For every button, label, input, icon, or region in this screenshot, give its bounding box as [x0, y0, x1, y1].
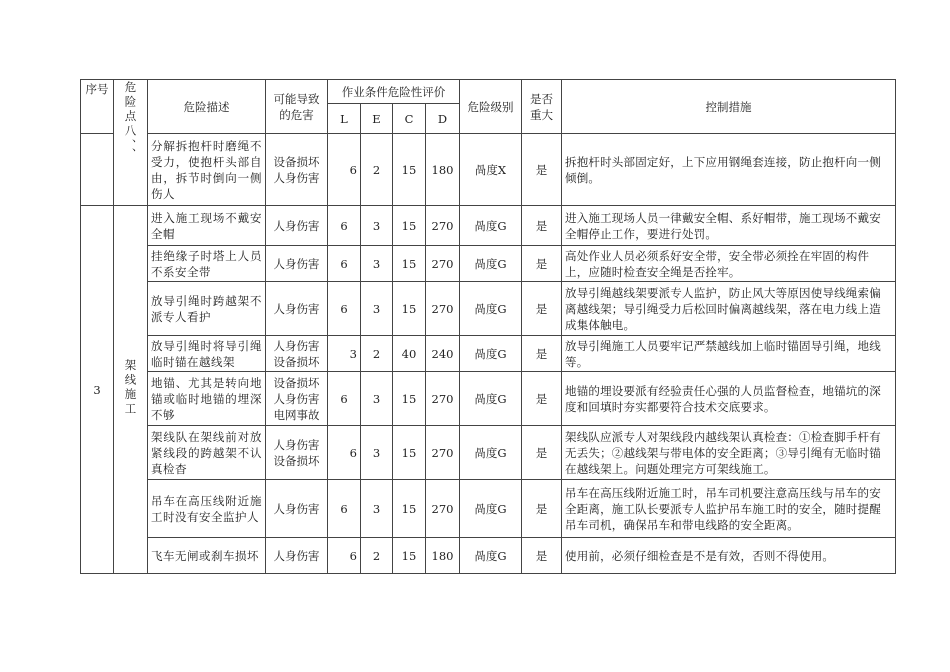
table-row	[81, 538, 896, 574]
table-row	[81, 206, 896, 246]
cell-d: 270	[426, 426, 460, 480]
header-desc: 危险描述	[148, 80, 266, 134]
cell-major: 是	[522, 372, 562, 426]
cell-control: 拆抱杆时头部固定好，上下应用钢绳套连接，防止抱杆向一侧倾倒。	[562, 134, 896, 206]
cell-l: 6	[328, 426, 361, 480]
header-d: D	[426, 104, 460, 134]
cell-desc: 地锚、尤其是转向地锚或临时地锚的埋深不够	[148, 372, 266, 426]
cell-c: 15	[393, 480, 426, 538]
header-c: C	[393, 104, 426, 134]
cell-d: 270	[426, 480, 460, 538]
cell-major: 是	[522, 336, 562, 372]
cell-l: 6	[328, 246, 361, 282]
cell-l: 6	[328, 134, 361, 206]
header-factor: 危险点八、、	[114, 80, 148, 206]
header-level: 危险级别	[460, 80, 522, 134]
cell-desc: 放导引绳时跨越架不派专人看护	[148, 282, 266, 336]
cell-e: 3	[361, 282, 393, 336]
cell-d: 270	[426, 372, 460, 426]
cell-harm: 人身伤害	[266, 282, 328, 336]
cell-level: 咼度G	[460, 372, 522, 426]
cell-major: 是	[522, 246, 562, 282]
cell-no-empty	[81, 134, 114, 206]
cell-harm: 设备损坏人身伤害	[266, 134, 328, 206]
group-name: 架线施工	[114, 206, 148, 574]
table-row	[81, 246, 896, 282]
cell-harm: 人身伤害	[266, 480, 328, 538]
hazard-table	[80, 79, 896, 574]
cell-d: 270	[426, 282, 460, 336]
cell-e: 2	[361, 538, 393, 574]
cell-desc: 吊车在高压线附近施工时没有安全监护人	[148, 480, 266, 538]
cell-harm: 人身伤害设备损坏	[266, 426, 328, 480]
cell-control: 放导引绳施工人员要牢记严禁越线加上临时锚固导引绳，地线等。	[562, 336, 896, 372]
cell-major: 是	[522, 282, 562, 336]
cell-e: 3	[361, 246, 393, 282]
cell-harm: 人身伤害设备损坏	[266, 336, 328, 372]
cell-desc: 放导引绳时将导引绳临时锚在越线架	[148, 336, 266, 372]
cell-c: 15	[393, 282, 426, 336]
table-row	[81, 336, 896, 372]
cell-level: 咼度G	[460, 336, 522, 372]
cell-l: 6	[328, 206, 361, 246]
cell-major: 是	[522, 134, 562, 206]
cell-c: 15	[393, 206, 426, 246]
header-l: L	[328, 104, 361, 134]
cell-e: 3	[361, 206, 393, 246]
cell-l: 6	[328, 480, 361, 538]
cell-control: 高处作业人员必须系好安全带，安全带必须拴在牢固的构件上，应随时检查安全绳是否拴牢。	[562, 246, 896, 282]
cell-c: 15	[393, 538, 426, 574]
cell-c: 15	[393, 134, 426, 206]
cell-harm: 人身伤害	[266, 246, 328, 282]
cell-major: 是	[522, 426, 562, 480]
cell-control: 使用前，必须仔细检查是不是有效，否则不得使用。	[562, 538, 896, 574]
header-eval-group: 作业条件危险性评价	[328, 80, 460, 104]
cell-l: 6	[328, 372, 361, 426]
header-harm: 可能导致的危害	[266, 80, 328, 134]
cell-c: 40	[393, 336, 426, 372]
cell-desc: 架线队在架线前对放紧线段的跨越架不认真检杳	[148, 426, 266, 480]
cell-e: 3	[361, 480, 393, 538]
cell-c: 15	[393, 426, 426, 480]
table-row	[81, 372, 896, 426]
cell-d: 270	[426, 246, 460, 282]
cell-desc: 挂绝缘子时塔上人员不系安全带	[148, 246, 266, 282]
cell-l: 6	[328, 538, 361, 574]
table-row	[81, 282, 896, 336]
cell-d: 180	[426, 538, 460, 574]
cell-harm: 设备损坏人身伤害电网事故	[266, 372, 328, 426]
cell-e: 2	[361, 134, 393, 206]
cell-harm: 人身伤害	[266, 538, 328, 574]
cell-l: 3	[328, 336, 361, 372]
table-row	[81, 134, 896, 206]
cell-l: 6	[328, 282, 361, 336]
cell-c: 15	[393, 372, 426, 426]
cell-level: 咼度G	[460, 480, 522, 538]
cell-major: 是	[522, 206, 562, 246]
header-e: E	[361, 104, 393, 134]
cell-e: 3	[361, 426, 393, 480]
cell-major: 是	[522, 538, 562, 574]
header-control: 控制措施	[562, 80, 896, 134]
table-row	[81, 480, 896, 538]
cell-desc: 飞车无闸或刹车损坏	[148, 538, 266, 574]
cell-level: 咼度G	[460, 426, 522, 480]
header-no: 序号	[81, 80, 114, 134]
cell-control: 进入施工现场人员一律戴安全帽、系好帽带，施工现场不戴安全帽停止工作，要进行处罚。	[562, 206, 896, 246]
cell-d: 240	[426, 336, 460, 372]
table-row	[81, 426, 896, 480]
cell-control: 地锚的埋设要派有经验责任心强的人员监督检查，地锚坑的深度和回填时夯实都要符合技术交底要求。	[562, 372, 896, 426]
cell-major: 是	[522, 480, 562, 538]
cell-control: 架线队应派专人对架线段内越线架认真检查：①检查脚手杆有无丢失；②越线架与带电体的安全距离；③导引绳有无临时锚在越线架上。问题处理完方可架线施工。	[562, 426, 896, 480]
cell-d: 180	[426, 134, 460, 206]
cell-e: 3	[361, 372, 393, 426]
cell-harm: 人身伤害	[266, 206, 328, 246]
cell-level: 咼度G	[460, 538, 522, 574]
cell-level: 咼度G	[460, 206, 522, 246]
cell-c: 15	[393, 246, 426, 282]
cell-level: 咼度G	[460, 282, 522, 336]
cell-e: 2	[361, 336, 393, 372]
cell-level: 咼度G	[460, 246, 522, 282]
cell-desc: 分解拆抱杆时磨绳不受力，使抱杆头部自由，拆节时倒向一侧伤人	[148, 134, 266, 206]
header-major: 是否重大	[522, 80, 562, 134]
cell-control: 吊车在高压线附近施工时，吊车司机要注意高压线与吊车的安全距离，施工队长要派专人监护吊车施工时的安全，随时提醒吊车司机，确保吊车和带电线路的安全距离。	[562, 480, 896, 538]
cell-desc: 进入施工现场不戴安全帽	[148, 206, 266, 246]
cell-control: 放导引绳越线架要派专人监护，防止风大等原因使导线绳索偏离越线架；导引绳受力后松回时偏离越线架，落在电力线上造成集体触电。	[562, 282, 896, 336]
cell-level: 咼度X	[460, 134, 522, 206]
group-no: 3	[81, 206, 114, 574]
cell-d: 270	[426, 206, 460, 246]
